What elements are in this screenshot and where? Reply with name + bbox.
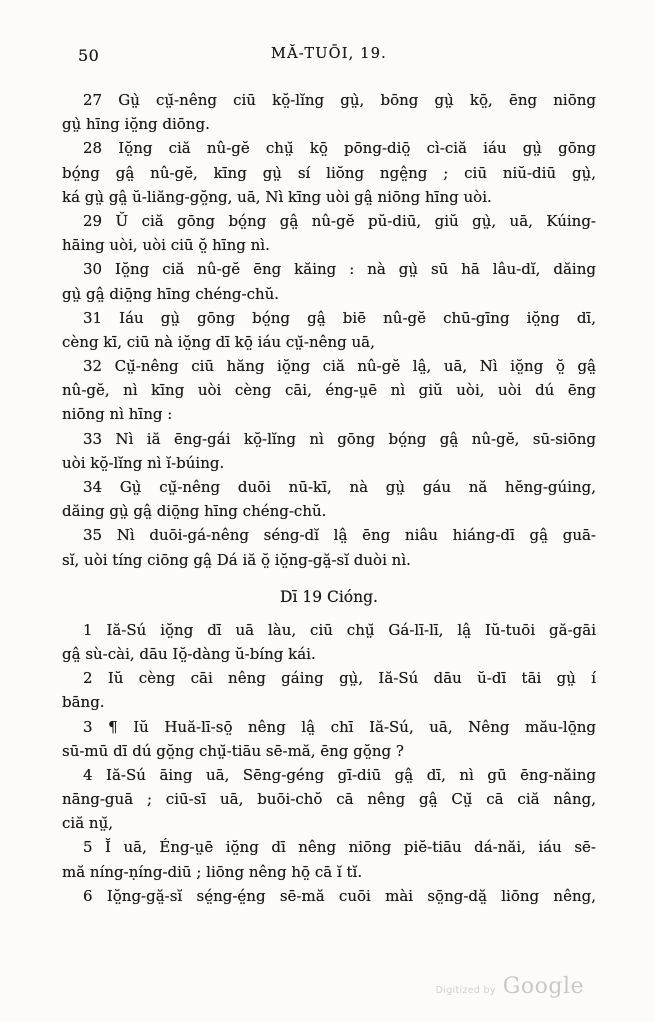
text-line: hāing uòi, uòi ciū ŏ̤ hīng nì. xyxy=(62,236,270,255)
text-line: uòi kŏ̤-lĭng nì ĭ-búing. xyxy=(62,453,225,472)
text-line: 3 ¶ Iŭ Huă-lī-sō̤ nêng lâ̤ chī Iă-Sú, uā, Nêng mău-lō̤ng xyxy=(83,717,596,736)
text-line: dăing gṳ̀ gâ̤ diō̤ng hīng chéng-chŭ. xyxy=(62,502,327,521)
text-line: 6 Iŏ̤ng-gă̤-sĭ sé̤ng-é̤ng sē-mă cuōi mài sō̤ng-dă̤ liōng nêng, xyxy=(83,886,596,905)
chapter-heading: Dī 19 Cióng. xyxy=(280,587,378,606)
verses-block-chapter-19 xyxy=(62,618,596,908)
text-line: 31 Iáu gṳ̀ gōng bó̤ng gâ̤ biē nû-gĕ chū-gīng iŏ̤ng dī, xyxy=(83,308,596,327)
text-line: ká gṳ̀ gâ̤ ŭ-liăng-gŏ̤ng, uā, Nì kīng uòi gâ̤ niōng hīng uòi. xyxy=(62,187,492,206)
digitized-by-label: Digitized by xyxy=(435,985,496,996)
text-line: 5 Ĭ uā, Éng-ṳē iŏ̤ng dī nêng niōng piĕ-tiāu dá-năi, iáu sē- xyxy=(83,838,596,857)
text-column xyxy=(62,88,596,908)
text-line: 33 Nì iă ēng-gái kŏ̤-lĭng nì gōng bó̤ng gâ̤ nû-gĕ, sū-siōng xyxy=(83,429,596,448)
text-line: gṳ̀ hīng iŏ̤ng diōng. xyxy=(62,115,210,134)
google-logo: Google xyxy=(502,974,584,999)
text-line: ciă nṳ̆, xyxy=(62,814,113,833)
page-number: 50 xyxy=(78,46,100,65)
watermark xyxy=(436,974,584,999)
text-line: mă níng-ṇíng-diū ; liōng nêng hō̤ cā ĭ tĭ. xyxy=(62,862,363,881)
text-line: 29 Ŭ ciă gōng bó̤ng gâ̤ nû-gĕ pŭ-diū, giŭ gṳ̀, uā, Kúing- xyxy=(83,211,596,230)
text-line: sū-mū dī dú gŏ̤ng chṳ̆-tiāu sē-mă, ēng gŏ̤ng ? xyxy=(62,741,404,760)
text-line: 28 Iŏ̤ng ciă nû-gĕ chṳ̆ kō̤ pōng-diō̤ cì-ciă iáu gṳ̀ gōng xyxy=(83,139,596,158)
verses-block-chapter-18 xyxy=(62,88,596,572)
page-header xyxy=(62,46,596,68)
text-line: 35 Nì duōi-gá-nêng séng-dĭ lâ̤ ēng niâu hiáng-dī gâ̤ guā- xyxy=(83,526,596,545)
text-line: sĭ, uòi tíng ciōng gâ̤ Dá iă ŏ̤ iŏ̤ng-gă̤-sĭ duòi nì. xyxy=(62,550,411,569)
text-line: nāng-guā ; ciū-sī uā, buōi-chŏ cā nêng gâ̤ Cṳ̆ cā ciă nâng, xyxy=(62,790,596,809)
text-line: bāng. xyxy=(62,693,105,712)
text-line: 2 Iŭ cèng cāi nêng gáing gṳ̀, Iă-Sú dāu ŭ-dī tāi gṳ̀ í xyxy=(83,669,596,688)
text-line: gâ̤ sù-cài, dāu Iŏ̤-dàng ŭ-bíng kái. xyxy=(62,644,316,663)
text-line: 32 Cṳ̆-nêng ciū hăng iŏ̤ng ciă nû-gĕ lâ̤, uā, Nì iŏ̤ng ŏ̤ gâ̤ xyxy=(83,357,596,376)
text-line: 30 Iŏ̤ng ciă nû-gĕ ēng kăing : nà gṳ̀ sū hā lâu-dĭ, dăing xyxy=(83,260,596,279)
text-line: nû-gĕ, nì kīng uòi cèng cāi, éng-ṳē nì giŭ uòi, uòi dú ēng xyxy=(62,381,596,400)
text-line: 4 Iă-Sú āing uā, Sēng-géng gī-diū gâ̤ dī, nì gū ēng-năing xyxy=(83,765,596,784)
text-line: 27 Gṳ̀ cṳ̆-nêng ciū kŏ̤-lĭng gṳ̀, bōng gṳ̀ kō̤, ēng niōng xyxy=(83,91,596,109)
text-line: cèng kī, ciū nà iŏ̤ng dī kō̤ iáu cṳ̆-nêng uā, xyxy=(62,332,375,351)
text-line: 1 Iă-Sú iŏ̤ng dī uā làu, ciū chṳ̆ Gá-lī-lī, lâ̤ Iŭ-tuōi gă-gāi xyxy=(83,620,596,639)
running-title: MĂ-TUŌI, 19. xyxy=(271,46,387,62)
text-line: niōng nì hīng : xyxy=(62,405,173,424)
text-line: bó̤ng gâ̤ nû-gĕ, kīng gṳ̀ sí liŏng ngê̤ng ; ciū niŭ-diū gṳ̀, xyxy=(62,163,596,182)
text-line: gṳ̀ gâ̤ diō̤ng hīng chéng-chŭ. xyxy=(62,284,280,303)
text-line: 34 Gṳ̀ cṳ̆-nêng duōi nū-kī, nà gṳ̀ gáu nă hĕng-gúing, xyxy=(83,478,596,496)
